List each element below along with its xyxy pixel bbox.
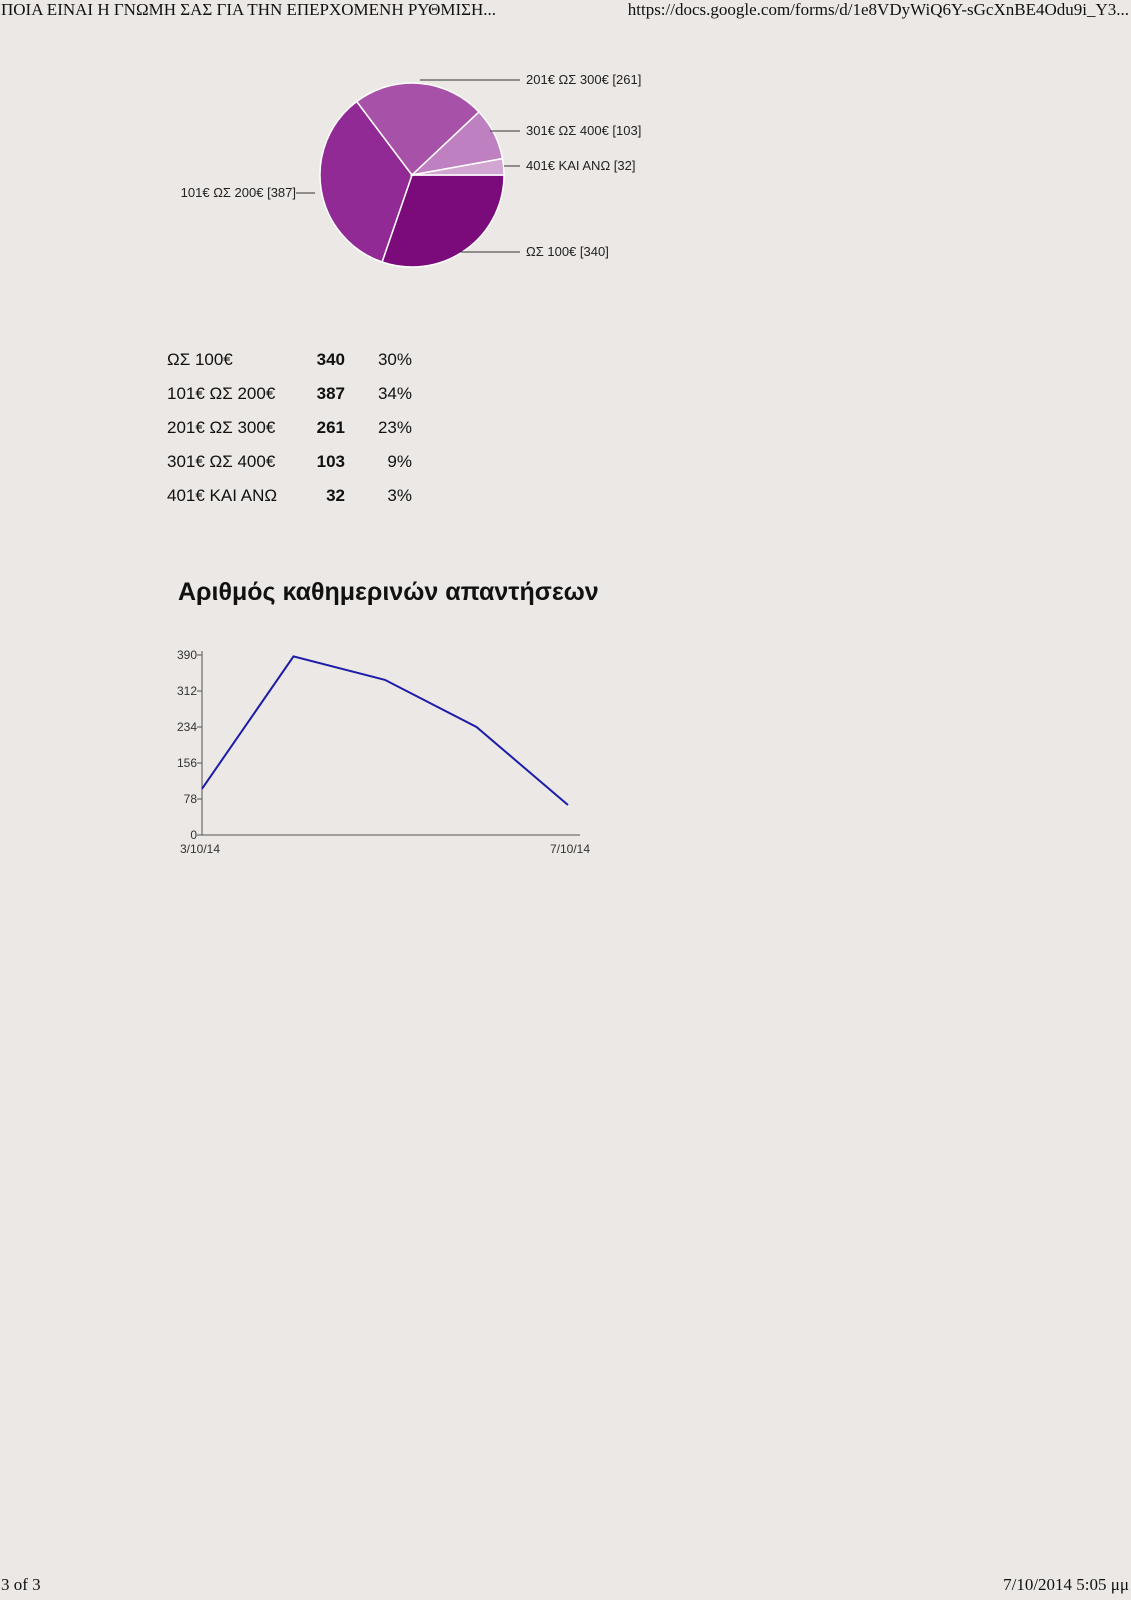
series-line [202, 656, 568, 805]
document-url: https://docs.google.com/forms/d/1e8VDyWiQ6Y-sGcXnBE4Odu9i_Y3... [627, 0, 1129, 19]
x-tick-label: 3/10/14 [179, 842, 221, 856]
print-datetime: 7/10/2014 5:05 μμ [1003, 1575, 1129, 1594]
document-title: ΠΟΙΑ ΕΙΝΑΙ Η ΓΝΩΜΗ ΣΑΣ ΓΙΑ ΤΗΝ ΕΠΕΡΧΟΜΕΝΗ ΡΥΘΜΙΣΗ... [1, 0, 497, 19]
y-tick-label: 390 [176, 648, 197, 662]
y-tick-label: 78 [183, 792, 197, 806]
row-percent: 34% [377, 384, 412, 403]
row-label: 201€ ΩΣ 300€ [167, 418, 276, 437]
pie-slice-label: ΩΣ 100€ [340] [526, 244, 609, 259]
print-footer [0, 1575, 1131, 1599]
line-chart-axes [202, 651, 580, 835]
row-count: 32 [326, 486, 345, 505]
pie-slice-label: 401€ ΚΑΙ ΑΝΩ [32] [526, 158, 636, 173]
row-percent: 30% [377, 350, 412, 369]
row-count: 103 [316, 452, 345, 471]
row-count: 340 [316, 350, 345, 369]
row-percent: 23% [377, 418, 412, 437]
row-label: 301€ ΩΣ 400€ [167, 452, 276, 471]
row-label: 401€ ΚΑΙ ΑΝΩ [167, 486, 278, 505]
y-tick-label: 312 [176, 684, 197, 698]
row-count: 261 [316, 418, 345, 437]
row-count: 387 [316, 384, 345, 403]
line-chart-title: Αριθμός καθημερινών απαντήσεων [178, 578, 599, 606]
x-tick-label: 7/10/14 [549, 842, 591, 856]
pie-slice-label: 301€ ΩΣ 400€ [103] [526, 123, 642, 138]
row-percent: 3% [387, 486, 412, 505]
row-label: 101€ ΩΣ 200€ [167, 384, 276, 403]
y-tick-label: 0 [190, 828, 197, 842]
pie-slice-label: 201€ ΩΣ 300€ [261] [526, 72, 642, 87]
pie-slice-label: 101€ ΩΣ 200€ [387] [180, 185, 296, 200]
y-tick-label: 234 [176, 720, 197, 734]
y-tick-label: 156 [176, 756, 197, 770]
row-percent: 9% [387, 452, 412, 471]
row-label: ΩΣ 100€ [167, 350, 233, 369]
page-number: 3 of 3 [1, 1575, 41, 1594]
